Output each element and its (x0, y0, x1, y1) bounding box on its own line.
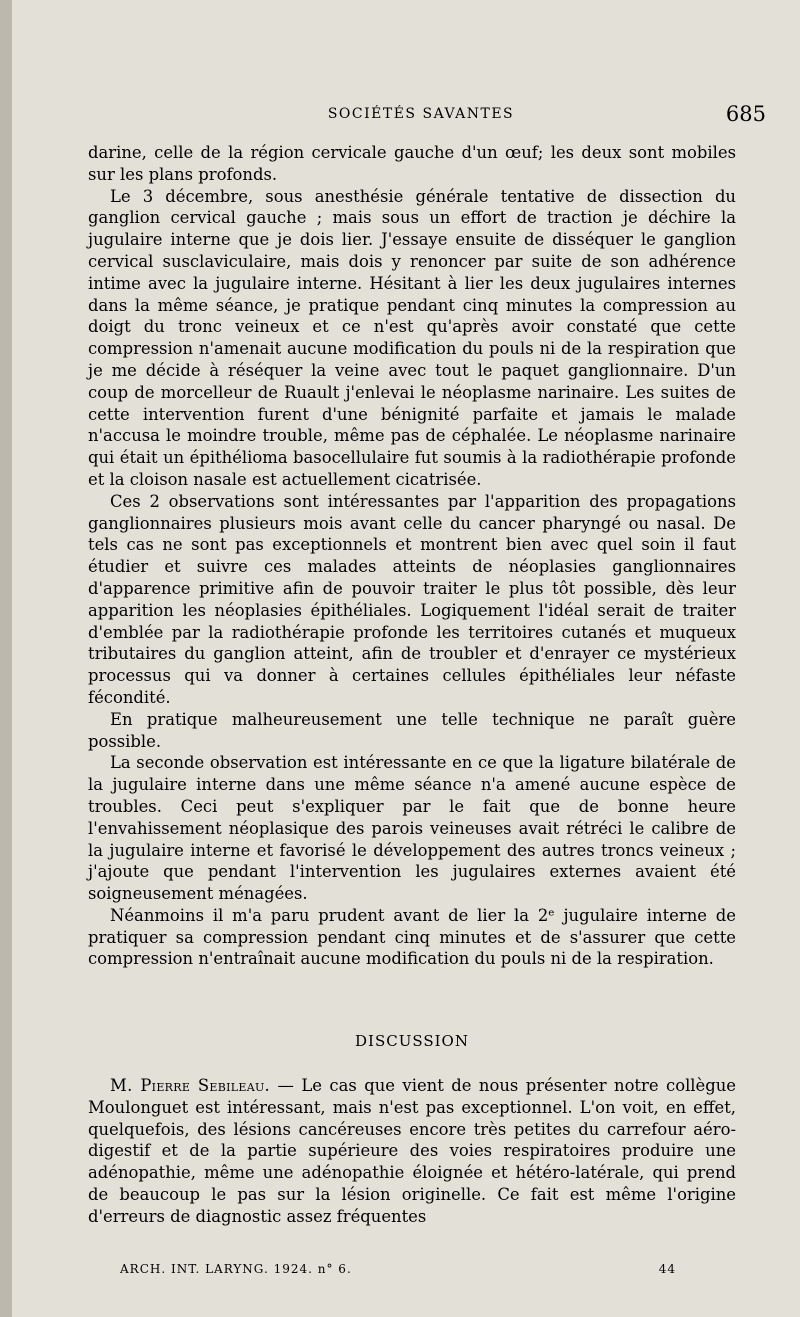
speaker-name: M. Pierre Sebileau. (110, 1076, 271, 1095)
paragraph: Ces 2 observations sont intéressantes par l'apparition des propagations ganglionnaires plusieurs mois avant celle du cancer pharyngé ou nasal. De tels cas ne sont pas exceptionnels et montrent bien avec quel soin il faut étudier et suivre ces malades atteints de néoplasies ganglionnaires d'apparence primitive afin de pouvoir traiter le plus tôt possible, dès leur apparition les néoplasies épithéliales. Logiquement l'idéal serait de traiter d'emblée par la radiothérapie profonde les territoires cutanés et muqueux tributaires du ganglion atteint, afin de troubler et d'enrayer ce mystérieux processus qui va donner à certaines cellules épithéliales leur néfaste fécondité. (88, 491, 736, 707)
article-body (88, 142, 736, 970)
signature-mark: 44 (658, 1262, 676, 1276)
discussion-body (88, 1075, 736, 1228)
running-title: SOCIÉTÉS SAVANTES (327, 106, 515, 122)
paragraph: darine, celle de la région cervicale gauche d'un œuf; les deux sont mobiles sur les plans profonds. (88, 143, 736, 184)
page-number: 685 (725, 102, 766, 126)
paragraph: Néanmoins il m'a paru prudent avant de lier la 2ᵉ jugulaire interne de pratiquer sa compression pendant cinq minutes et de s'assurer que cette compression n'entraînait aucune modification du pouls ni de la respiration. (88, 905, 736, 969)
discussion-text: — Le cas que vient de nous présenter notre collègue Moulonguet est intéressant, mais n'est pas exceptionnel. L'on voit, en effet, quelquefois, des lésions cancéreuses encore très petites du carrefour aéro-digestif et de la partie supérieure des voies respiratoires produire une adénopathie, même une adénopathie éloignée et hétéro-latérale, qui prend de beaucoup le pas sur la lésion originelle. Ce fait est même l'origine d'erreurs de diagnostic assez fréquentes (88, 1076, 736, 1226)
paragraph: La seconde observation est intéressante en ce que la ligature bilatérale de la jugulaire interne dans une même séance n'a amené aucune espèce de troubles. Ceci peut s'expliquer par le fait que de bonne heure l'envahissement néoplasique des parois veineuses avait rétréci le calibre de la jugulaire interne et favorisé le développement des autres troncs veineux ; j'ajoute que pendant l'intervention les jugulaires externes avaient été soigneusement ménagées. (88, 753, 736, 904)
running-header (76, 102, 766, 130)
discussion-paragraph (88, 1075, 736, 1228)
paragraph: En pratique malheureusement une telle technique ne paraît guère possible. (88, 709, 736, 751)
journal-reference: ARCH. INT. LARYNG. 1924. n° 6. (120, 1262, 352, 1276)
section-heading: DISCUSSION (355, 1032, 469, 1050)
paragraph: Le 3 décembre, sous anesthésie générale tentative de dissection du ganglion cervical gauche ; mais sous un effort de traction je déchire la jugulaire interne que je dois lier. J'essaye ensuite de disséquer le ganglion cervical susclaviculaire, mais dois y renoncer par suite de son adhérence intime avec la jugulaire interne. Hésitant à lier les deux jugulaires internes dans la même séance, je pratique pendant cinq minutes la compression au doigt du tronc veineux et ce n'est qu'après avoir constaté que cette compression n'amenait aucune modification du pouls ni de la respiration que je me décide à réséquer la veine avec tout le paquet ganglionnaire. D'un coup de morcelleur de Ruault j'enlevai le néoplasme narinaire. Les suites de cette intervention furent d'une bénignité parfaite et jamais le malade n'accusa le moindre trouble, même pas de céphalée. Le néoplasme narinaire qui était un épithélioma basocellulaire fut soumis à la radiothérapie profonde et la cloison nasale est actuellement cicatrisée. (88, 186, 736, 489)
page-gutter-shadow (0, 0, 12, 1317)
